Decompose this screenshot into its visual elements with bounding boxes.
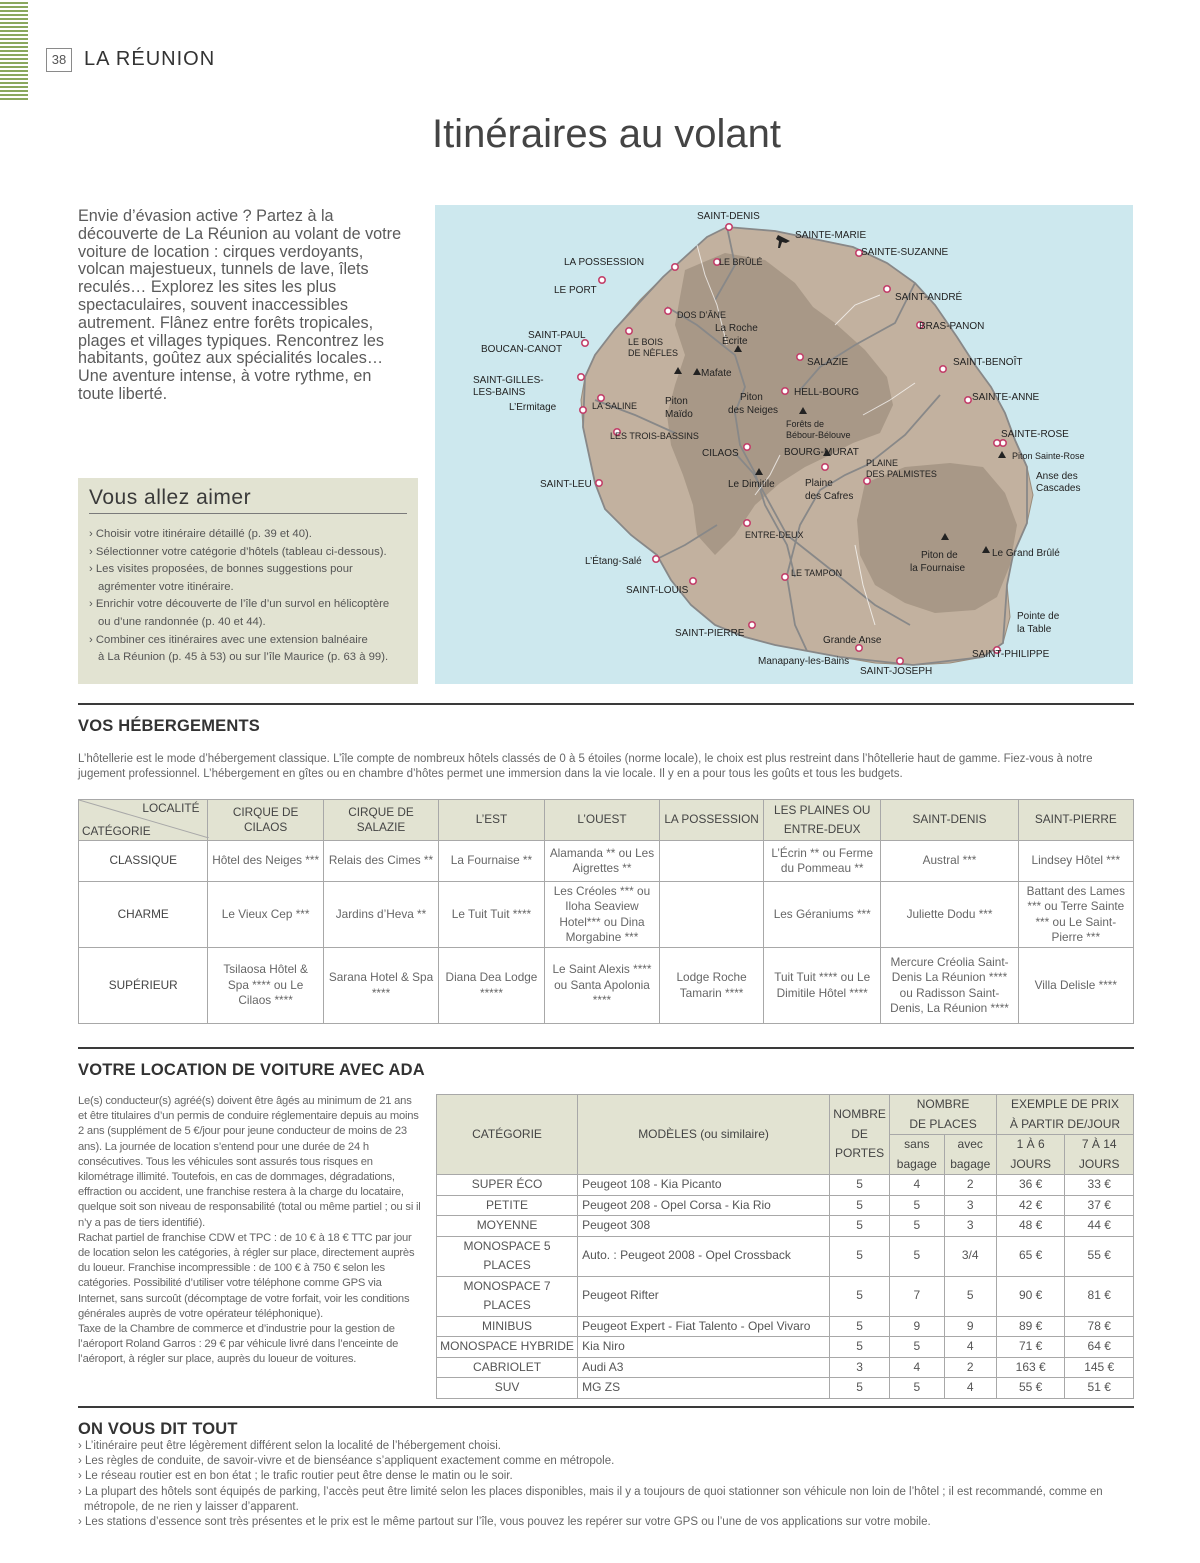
island-map	[435, 205, 1133, 684]
col-header-1-6-jours	[996, 1135, 1065, 1175]
table-cell: Juliette Dodu ***	[881, 882, 1018, 948]
car-model: Peugeot Rifter	[578, 1276, 830, 1316]
hotel-table	[78, 799, 1134, 1024]
car-model: MG ZS	[578, 1378, 830, 1399]
car-price-1-6: 163 €	[996, 1357, 1065, 1378]
label-piton-maido: Piton	[665, 396, 688, 407]
label-sainte-suzanne: SAINTE-SUZANNE	[861, 247, 949, 258]
car-doors: 5	[830, 1195, 890, 1216]
col-header-avec-bagage	[944, 1135, 996, 1175]
love-item: ou d’une randonnée (p. 40 et 44).	[98, 615, 266, 628]
car-seats: 5	[890, 1195, 944, 1216]
car-seats: 5	[890, 1236, 944, 1276]
label-saint-denis: SAINT-DENIS	[697, 211, 760, 222]
car-price-7-14: 78 €	[1065, 1316, 1134, 1337]
row-category: CHARME	[79, 882, 208, 948]
car-bags: 3/4	[944, 1236, 996, 1276]
car-price-7-14: 33 €	[1065, 1175, 1134, 1196]
car-model: Kia Niro	[578, 1337, 830, 1358]
hdr-line: DE PLACES	[909, 1116, 977, 1131]
corner-categorie: CATÉGORIE	[82, 823, 151, 838]
label-la-roche: La Roche	[715, 323, 758, 334]
label-belouve: Bébour-Bélouve	[786, 430, 851, 440]
label-bras-panon: BRAS-PANON	[919, 321, 985, 332]
table-row	[437, 1337, 1134, 1358]
table-row	[79, 948, 1134, 1024]
hdr-line: sans	[904, 1137, 930, 1151]
row-category: CLASSIQUE	[79, 841, 208, 882]
car-bags: 4	[944, 1378, 996, 1399]
love-box	[78, 478, 418, 684]
section-title: LA RÉUNION	[84, 48, 216, 70]
page-title: Itinéraires au volant	[431, 112, 782, 156]
table-cell: Relais des Cimes **	[323, 841, 438, 882]
car-price-1-6: 42 €	[996, 1195, 1065, 1216]
label-la-saline: LA SALINE	[592, 401, 638, 411]
label-piton-sainte-rose: Piton Sainte-Rose	[1012, 451, 1085, 461]
love-item: › Sélectionner votre catégorie d’hôtels (tableau ci-dessous).	[89, 545, 387, 558]
divider	[78, 1406, 1134, 1408]
label-manapany: Manapany-les-Bains	[758, 656, 850, 667]
label-ermitage: L’Ermitage	[509, 402, 557, 413]
car-model: Peugeot 308	[578, 1216, 830, 1237]
car-bags: 2	[944, 1175, 996, 1196]
hdr-line: 1 À 6	[1016, 1137, 1045, 1151]
tip-item: › Les règles de conduite, de savoir-vivre et de bienséance s’appliquent exactement comme en métropole.	[78, 1455, 615, 1468]
hdr-line: bagage	[896, 1156, 937, 1171]
hdr-line: 7 À 14	[1081, 1137, 1117, 1151]
col-header: LES PLAINES OU ENTRE-DEUX	[763, 800, 880, 841]
tip-item: › Le réseau routier est en bon état ; le trafic routier peut être dense le matin ou le soir.	[78, 1470, 513, 1483]
car-category: SUV	[437, 1378, 578, 1399]
table-row	[437, 1195, 1134, 1216]
label-fournaise-2: la Fournaise	[910, 563, 966, 574]
label-maido: Maïdo	[665, 409, 693, 420]
table-cell: Le Vieux Cep ***	[208, 882, 323, 948]
col-header-prix	[996, 1095, 1133, 1135]
label-anse-des: Anse des	[1036, 471, 1078, 482]
label-saint-philippe: SAINT-PHILIPPE	[972, 649, 1050, 660]
table-cell: Mercure Créolia Saint-Denis La Réunion **** ou Radisson Saint-Denis, La Réunion ****	[881, 948, 1018, 1024]
car-doors: 5	[830, 1378, 890, 1399]
label-la-possession: LA POSSESSION	[564, 257, 645, 268]
col-header: L’EST	[439, 800, 545, 841]
hdr-line: PORTES	[835, 1146, 885, 1161]
car-seats: 5	[890, 1378, 944, 1399]
label-ecrite: Écrite	[722, 336, 748, 347]
table-cell: Austral ***	[881, 841, 1018, 882]
label-fournaise-1: Piton de	[921, 550, 958, 561]
car-doors: 5	[830, 1175, 890, 1196]
location-text-1: Le(s) conducteur(s) agréé(s) doivent être âgés au minimum de 21 ans et être titulaires d’un permis de conduire réglementaire depuis au moins 2 ans (supplément de 5 €/jour pour jeune conducteur de moins de 23 ans). La journée de location s’entend pour une durée de 24 h consécutives. Tous les véhicules sont assurés tous risques en kilométrage illimité. Toutefois, en cas de dommages, dégradations, effraction ou accident, une franchise restera à la charge du locataire, quelque soit son niveau de responsabilité (total ou même partiel ; ou si il n’y a pas de tiers identifié).	[78, 1095, 421, 1229]
car-price-7-14: 55 €	[1065, 1236, 1134, 1276]
table-cell: Tsilaosa Hôtel & Spa **** ou Le Cilaos ****	[208, 948, 323, 1024]
love-item: › Choisir votre itinéraire détaillé (p. 39 et 40).	[89, 528, 312, 540]
car-price-7-14: 64 €	[1065, 1337, 1134, 1358]
table-row	[437, 1378, 1134, 1399]
location-text-2: Rachat partiel de franchise CDW et TPC : de 10 € à 18 € TTC par jour de location selon les catégories, à régler sur place, directement auprès du loueur. Franchise incompressible : de 100 € à 750 € selon les catégories. Possibilité d’utiliser votre téléphone comme GPS via Internet, sans surcoût (décomptage de votre forfait, voir les conditions générales auprès de votre opérateur téléphonique).	[78, 1231, 415, 1320]
label-hell-bourg: HELL-BOURG	[794, 387, 860, 398]
col-header-sans-bagage	[890, 1135, 944, 1175]
tip-item: › L’itinéraire peut être légèrement différent selon la localité de l’hébergement choisi.	[78, 1440, 501, 1452]
label-les-bains: LES-BAINS	[473, 387, 526, 398]
location-text	[78, 1094, 423, 1368]
table-row	[437, 1216, 1134, 1237]
label-plaine-palmistes-2: DES PALMISTES	[866, 469, 937, 479]
car-bags: 3	[944, 1195, 996, 1216]
table-cell: Le Tuit Tuit ****	[439, 882, 545, 948]
table-cell: Villa Delisle ****	[1018, 948, 1133, 1024]
label-dos-d-ane: DOS D’ÂNE	[677, 310, 727, 320]
hdr-line: À PARTIR DE/JOUR	[1009, 1116, 1121, 1131]
car-price-7-14: 51 €	[1065, 1378, 1134, 1399]
table-cell: La Fournaise **	[439, 841, 545, 882]
car-category: PETITE	[437, 1195, 578, 1216]
label-entre-deux: ENTRE-DEUX	[745, 530, 804, 540]
hdr-line: JOURS	[1010, 1156, 1052, 1171]
label-saint-andre: SAINT-ANDRÉ	[895, 292, 963, 303]
label-salazie: SALAZIE	[807, 357, 849, 368]
col-header: CIRQUE DE SALAZIE	[323, 800, 438, 841]
table-cell: Les Géraniums ***	[763, 882, 880, 948]
table-cell: Lodge Roche Tamarin ****	[660, 948, 764, 1024]
label-le-dimitile: Le Dimitile	[728, 479, 775, 490]
car-category: MINIBUS	[437, 1316, 578, 1337]
col-header: CIRQUE DE CILAOS	[208, 800, 323, 841]
label-saint-joseph: SAINT-JOSEPH	[860, 666, 933, 677]
divider	[78, 1047, 1134, 1049]
label-trois-bassins: LES TROIS-BASSINS	[610, 431, 699, 441]
car-category: MONOSPACE HYBRIDE	[437, 1337, 578, 1358]
table-cell: Sarana Hotel & Spa ****	[323, 948, 438, 1024]
label-bourg-murat: BOURG-MURAT	[784, 447, 859, 458]
label-pointe-de: Pointe de	[1017, 611, 1060, 622]
table-cell	[660, 841, 764, 882]
car-category: SUPER ÉCO	[437, 1175, 578, 1196]
car-price-7-14: 44 €	[1065, 1216, 1134, 1237]
car-model: Audi A3	[578, 1357, 830, 1378]
col-header-places	[890, 1095, 997, 1135]
love-list	[89, 526, 407, 667]
car-price-7-14: 37 €	[1065, 1195, 1134, 1216]
love-item: › Combiner ces itinéraires avec une extension balnéaire	[89, 633, 368, 646]
car-table	[436, 1094, 1134, 1399]
hdr-line: avec	[957, 1137, 983, 1151]
table-cell: Battant des Lames *** ou Terre Sainte *** ou Le Saint-Pierre ***	[1018, 882, 1133, 948]
car-model: Peugeot 108 - Kia Picanto	[578, 1175, 830, 1196]
car-doors: 3	[830, 1357, 890, 1378]
car-category: MOYENNE	[437, 1216, 578, 1237]
car-bags: 4	[944, 1337, 996, 1358]
label-saint-benoit: SAINT-BENOÎT	[953, 357, 1023, 368]
tips-list	[78, 1439, 1134, 1530]
car-doors: 5	[830, 1276, 890, 1316]
col-header-portes	[830, 1095, 890, 1175]
col-header: SAINT-PIERRE	[1018, 800, 1133, 841]
hebergements-title: VOS HÉBERGEMENTS	[78, 717, 260, 735]
table-cell: Le Saint Alexis **** ou Santa Apolonia ****	[544, 948, 659, 1024]
car-category: MONOSPACE 5 PLACES	[437, 1236, 578, 1276]
love-item: agrémenter votre itinéraire.	[98, 580, 234, 593]
car-price-7-14: 145 €	[1065, 1357, 1134, 1378]
car-rows	[437, 1175, 1134, 1399]
car-bags: 5	[944, 1276, 996, 1316]
label-boucan-canot: BOUCAN-CANOT	[481, 344, 563, 355]
hdr-line: bagage	[950, 1156, 991, 1171]
car-seats: 4	[890, 1357, 944, 1378]
car-model: Auto. : Peugeot 2008 - Opel Crossback	[578, 1236, 830, 1276]
col-header-modeles: MODÈLES (ou similaire)	[578, 1095, 830, 1175]
label-saint-louis: SAINT-LOUIS	[626, 585, 689, 596]
table-cell: Tuit Tuit **** ou Le Dimitile Hôtel ****	[763, 948, 880, 1024]
table-row	[437, 1236, 1134, 1276]
corner-localite: LOCALITÉ	[142, 801, 200, 815]
table-row	[437, 1276, 1134, 1316]
car-model: Peugeot Expert - Fiat Talento - Opel Vivaro	[578, 1316, 830, 1337]
decorative-stripes	[0, 0, 28, 100]
tip-item: métropole, de ne rien y laisser d’apparent.	[84, 1500, 299, 1513]
car-price-1-6: 71 €	[996, 1337, 1065, 1358]
hdr-line: NOMBRE	[833, 1107, 886, 1122]
label-saint-leu: SAINT-LEU	[540, 479, 592, 490]
intro-text: Envie d’évasion active ? Partez à la découverte de La Réunion au volant de votre voiture de location : cirques verdoyants, volcan majestueux, tunnels de lave, îlets reculés… Explorez les sites les plus spectaculaires, souvent inaccessibles autrement. Flânez entre forêts tropicales, plages et villages typiques. Rencontrez les habitants, goûtez aux spécialités locales… Une aventure intense, à votre rythme, en toute liberté.	[78, 207, 402, 403]
divider	[78, 703, 1134, 705]
location-title: VOTRE LOCATION DE VOITURE AVEC ADA	[78, 1061, 425, 1079]
row-category: SUPÉRIEUR	[79, 948, 208, 1024]
car-price-1-6: 89 €	[996, 1316, 1065, 1337]
tip-item: › Les stations d’essence sont très présentes et le prix est le même partout sur l’île, vous pouvez les repérer sur votre GPS ou l’une de vos applications sur votre mobile.	[78, 1516, 931, 1529]
car-price-1-6: 48 €	[996, 1216, 1065, 1237]
car-category: MONOSPACE 7 PLACES	[437, 1276, 578, 1316]
location-text-3: Taxe de la Chambre de commerce et d’industrie pour la gestion de l’aéroport Roland Garros : 29 € par véhicule livré dans l’enceinte de l’aéroport, à régler sur place, auprès du loueur de voitures.	[78, 1323, 399, 1366]
car-price-1-6: 65 €	[996, 1236, 1065, 1276]
love-title: Vous allez aimer	[89, 486, 407, 514]
page-number: 38	[46, 48, 72, 72]
label-mafate: Mafate	[701, 368, 732, 379]
car-seats: 5	[890, 1337, 944, 1358]
car-bags: 3	[944, 1216, 996, 1237]
car-doors: 5	[830, 1337, 890, 1358]
table-cell: Diana Dea Lodge *****	[439, 948, 545, 1024]
car-bags: 2	[944, 1357, 996, 1378]
label-le-port: LE PORT	[554, 285, 597, 296]
tips-title: ON VOUS DIT TOUT	[78, 1420, 238, 1438]
car-price-1-6: 36 €	[996, 1175, 1065, 1196]
table-cell: Jardins d’Heva **	[323, 882, 438, 948]
label-saint-gilles: SAINT-GILLES-	[473, 375, 544, 386]
corner-header	[79, 800, 208, 841]
label-etang-sale: L’Étang-Salé	[585, 556, 642, 567]
car-seats: 4	[890, 1175, 944, 1196]
love-item: à La Réunion (p. 45 à 53) ou sur l’île Maurice (p. 63 à 99).	[98, 651, 389, 664]
love-item: › Les visites proposées, de bonnes suggestions pour	[89, 563, 353, 576]
hdr-line: EXEMPLE DE PRIX	[1010, 1097, 1119, 1111]
label-forets-de: Forêts de	[786, 419, 825, 429]
table-row	[437, 1357, 1134, 1378]
label-le-grand-brule: Le Grand Brûlé	[992, 548, 1060, 559]
label-plaine-palmistes-1: PLAINE	[866, 458, 899, 468]
label-sainte-marie: SAINTE-MARIE	[795, 230, 867, 241]
label-piton-des-neiges-2: des Neiges	[728, 405, 779, 416]
label-la-table: la Table	[1017, 624, 1052, 635]
car-model: Peugeot 208 - Opel Corsa - Kia Rio	[578, 1195, 830, 1216]
car-price-1-6: 90 €	[996, 1276, 1065, 1316]
hdr-line: NOMBRE	[916, 1097, 970, 1111]
col-header-categorie: CATÉGORIE	[437, 1095, 578, 1175]
table-cell	[660, 882, 764, 948]
table-row	[79, 841, 1134, 882]
label-le-bois: LE BOIS	[628, 337, 664, 347]
table-cell: Hôtel des Neiges ***	[208, 841, 323, 882]
label-sainte-anne: SAINTE-ANNE	[972, 392, 1040, 403]
hdr-line: JOURS	[1078, 1156, 1120, 1171]
hebergements-text: L’hôtellerie est le mode d’hébergement classique. L’île compte de nombreux hôtels classés de 0 à 5 étoiles (norme locale), le choix est plus restreint dans l’hôtellerie haut de gamme. Fiez-vous à notre jugement professionnel. L’hébergement en gîtes ou en chambre d’hôtes permet une immersion dans la vie locale. Il y en a pour tous les goûts et tous les budgets.	[78, 753, 1093, 780]
table-row	[79, 882, 1134, 948]
table-cell: L’Écrin ** ou Ferme du Pommeau **	[763, 841, 880, 882]
table-row	[437, 1175, 1134, 1196]
label-grande-anse: Grande Anse	[823, 635, 882, 646]
col-header: LA POSSESSION	[660, 800, 764, 841]
label-saint-pierre: SAINT-PIERRE	[675, 628, 745, 639]
label-cascades: Cascades	[1036, 483, 1081, 494]
label-saint-paul: SAINT-PAUL	[528, 330, 586, 341]
car-doors: 5	[830, 1216, 890, 1237]
label-cilaos: CILAOS	[702, 448, 739, 459]
car-seats: 7	[890, 1276, 944, 1316]
car-bags: 9	[944, 1316, 996, 1337]
tip-item: › La plupart des hôtels sont équipés de parking, l’accès peut être limité selon les places disponibles, mais il y a toujours de quoi stationner son véhicule non loin de l’hôtel ; il est recommandé, comme en	[78, 1485, 1103, 1498]
label-piton-des-neiges-1: Piton	[740, 392, 763, 403]
car-category: CABRIOLET	[437, 1357, 578, 1378]
car-price-1-6: 55 €	[996, 1378, 1065, 1399]
label-sainte-rose: SAINTE-ROSE	[1001, 429, 1069, 440]
table-row	[437, 1316, 1134, 1337]
car-doors: 5	[830, 1236, 890, 1276]
car-doors: 5	[830, 1316, 890, 1337]
col-header: SAINT-DENIS	[881, 800, 1018, 841]
table-cell: Lindsey Hôtel ***	[1018, 841, 1133, 882]
label-le-brule: LE BRÛLÉ	[719, 257, 763, 267]
love-item: › Enrichir votre découverte de l’île d’un survol en hélicoptère	[89, 598, 390, 611]
hdr-line: DE	[851, 1126, 868, 1141]
table-cell: Les Créoles *** ou Iloha Seaview Hotel*** ou Dina Morgabine ***	[544, 882, 659, 948]
car-seats: 9	[890, 1316, 944, 1337]
table-cell: Alamanda ** ou Les Aigrettes **	[544, 841, 659, 882]
col-header: L’OUEST	[544, 800, 659, 841]
label-plaine-cafres-1: Plaine	[805, 478, 833, 489]
car-seats: 5	[890, 1216, 944, 1237]
label-plaine-cafres-2: des Cafres	[805, 491, 854, 502]
label-le-tampon: LE TAMPON	[791, 568, 843, 578]
label-de-nefles: DE NÈFLES	[628, 348, 679, 358]
col-header-7-14-jours	[1065, 1135, 1134, 1175]
car-price-7-14: 81 €	[1065, 1276, 1134, 1316]
